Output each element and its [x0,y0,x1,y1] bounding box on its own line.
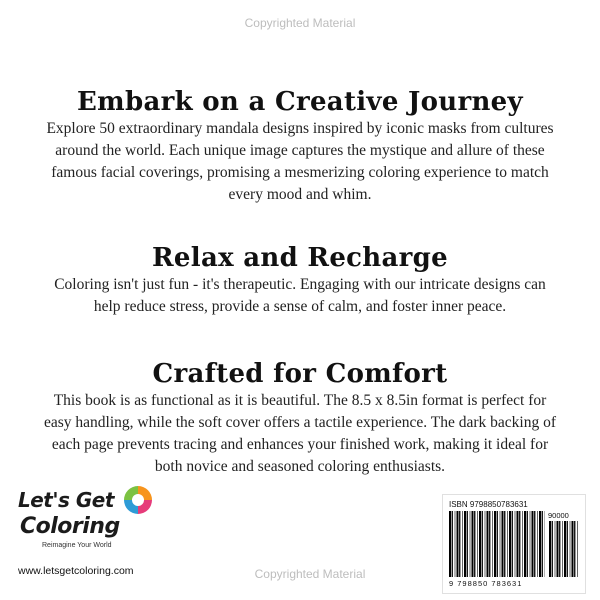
logo-line1: Let's Get [18,488,114,512]
barcode-stripe [462,511,463,577]
barcode-stripe [482,511,483,577]
barcode-stripe [452,511,453,577]
barcode-stripe [500,511,501,577]
isbn-label: ISBN 9798850783631 [449,500,528,509]
text-line: around the world. Each unique image captures the mystique and allure of these [55,142,545,159]
barcode-stripe [519,511,520,577]
barcode-stripe [515,511,516,577]
barcode [442,494,586,594]
barcode-stripe [570,521,571,577]
barcode-stripe [479,511,481,577]
barcode-stripe [555,521,556,577]
barcode-stripe [549,521,551,577]
barcode-stripe [449,511,451,577]
barcode-stripe [487,511,489,577]
barcode-stripe [467,511,468,577]
text-line: every mood and whim. [228,186,372,203]
heading-relax-recharge: Relax and Recharge [152,243,448,273]
barcode-stripe [492,511,493,577]
website-url: www.letsgetcoloring.com [18,565,134,577]
text-line: easy handling, while the soft cover offers a tactile experience. The dark backing of [43,414,556,431]
text-line: both novice and seasoned coloring enthusiasts. [154,458,446,475]
barcode-stripe [497,511,498,577]
text-line: This book is as functional as it is beautiful. The 8.5 x 8.5in format is perfect for [53,392,547,409]
barcode-stripe [557,521,559,577]
barcode-stripe [530,511,531,577]
barcode-stripe [574,521,575,577]
barcode-stripe [524,511,526,577]
barcode-stripe [572,521,574,577]
barcode-addon-number: 90000 [548,511,569,520]
barcode-stripe [459,511,460,577]
barcode-stripe [517,511,519,577]
logo-tagline: Reimagine Your World [42,542,112,549]
barcode-bars [449,511,545,577]
text-line: famous facial coverings, promising a mesmerizing coloring experience to match [51,164,549,181]
barcode-stripe [542,511,543,577]
watermark-top: Copyrighted Material [244,16,356,30]
section-crafted-comfort [20,358,580,478]
publisher-logo [18,484,158,564]
barcode-stripe [564,521,566,577]
barcode-stripe [455,511,456,577]
paragraph-relax-recharge [20,274,580,318]
barcode-stripe [494,511,496,577]
text-line: Coloring isn't just fun - it's therapeutic. Engaging with our intricate designs can [54,276,546,293]
swirl-logo-icon [122,484,154,516]
barcode-stripe [464,511,466,577]
barcode-stripe [552,521,553,577]
barcode-stripe [534,511,535,577]
section-creative-journey [20,86,580,206]
barcode-stripe [457,511,459,577]
text-line: each page prevents tracing and enhances your finished work, making it ideal for [51,436,549,453]
barcode-stripe [522,511,523,577]
barcode-stripe [537,511,538,577]
barcode-stripe [532,511,534,577]
heading-crafted-comfort: Crafted for Comfort [152,359,448,389]
barcode-stripe [559,521,560,577]
barcode-number: 9 798850 783631 [449,579,523,588]
barcode-stripe [485,511,486,577]
barcode-stripe [470,511,471,577]
barcode-stripe [577,521,578,577]
barcode-stripe [474,511,475,577]
heading-creative-journey: Embark on a Creative Journey [77,87,523,117]
barcode-stripe [507,511,508,577]
barcode-stripe [509,511,511,577]
paragraph-crafted-comfort [20,390,580,478]
text-line: Explore 50 extraordinary mandala designs inspired by iconic masks from cultures [46,120,554,137]
watermark-bottom: Copyrighted Material [254,567,366,581]
barcode-stripe [562,521,563,577]
section-relax-recharge [20,242,580,318]
barcode-stripe [477,511,478,577]
barcode-addon-bars [549,521,579,577]
barcode-stripe [504,511,505,577]
paragraph-creative-journey [20,118,580,206]
barcode-stripe [489,511,490,577]
barcode-stripe [472,511,474,577]
barcode-stripe [567,521,568,577]
text-line: help reduce stress, provide a sense of calm, and foster inner peace. [93,298,507,315]
barcode-stripe [527,511,528,577]
barcode-stripe [502,511,504,577]
barcode-stripe [539,511,541,577]
barcode-stripe [512,511,513,577]
logo-line2: Coloring [20,514,120,539]
